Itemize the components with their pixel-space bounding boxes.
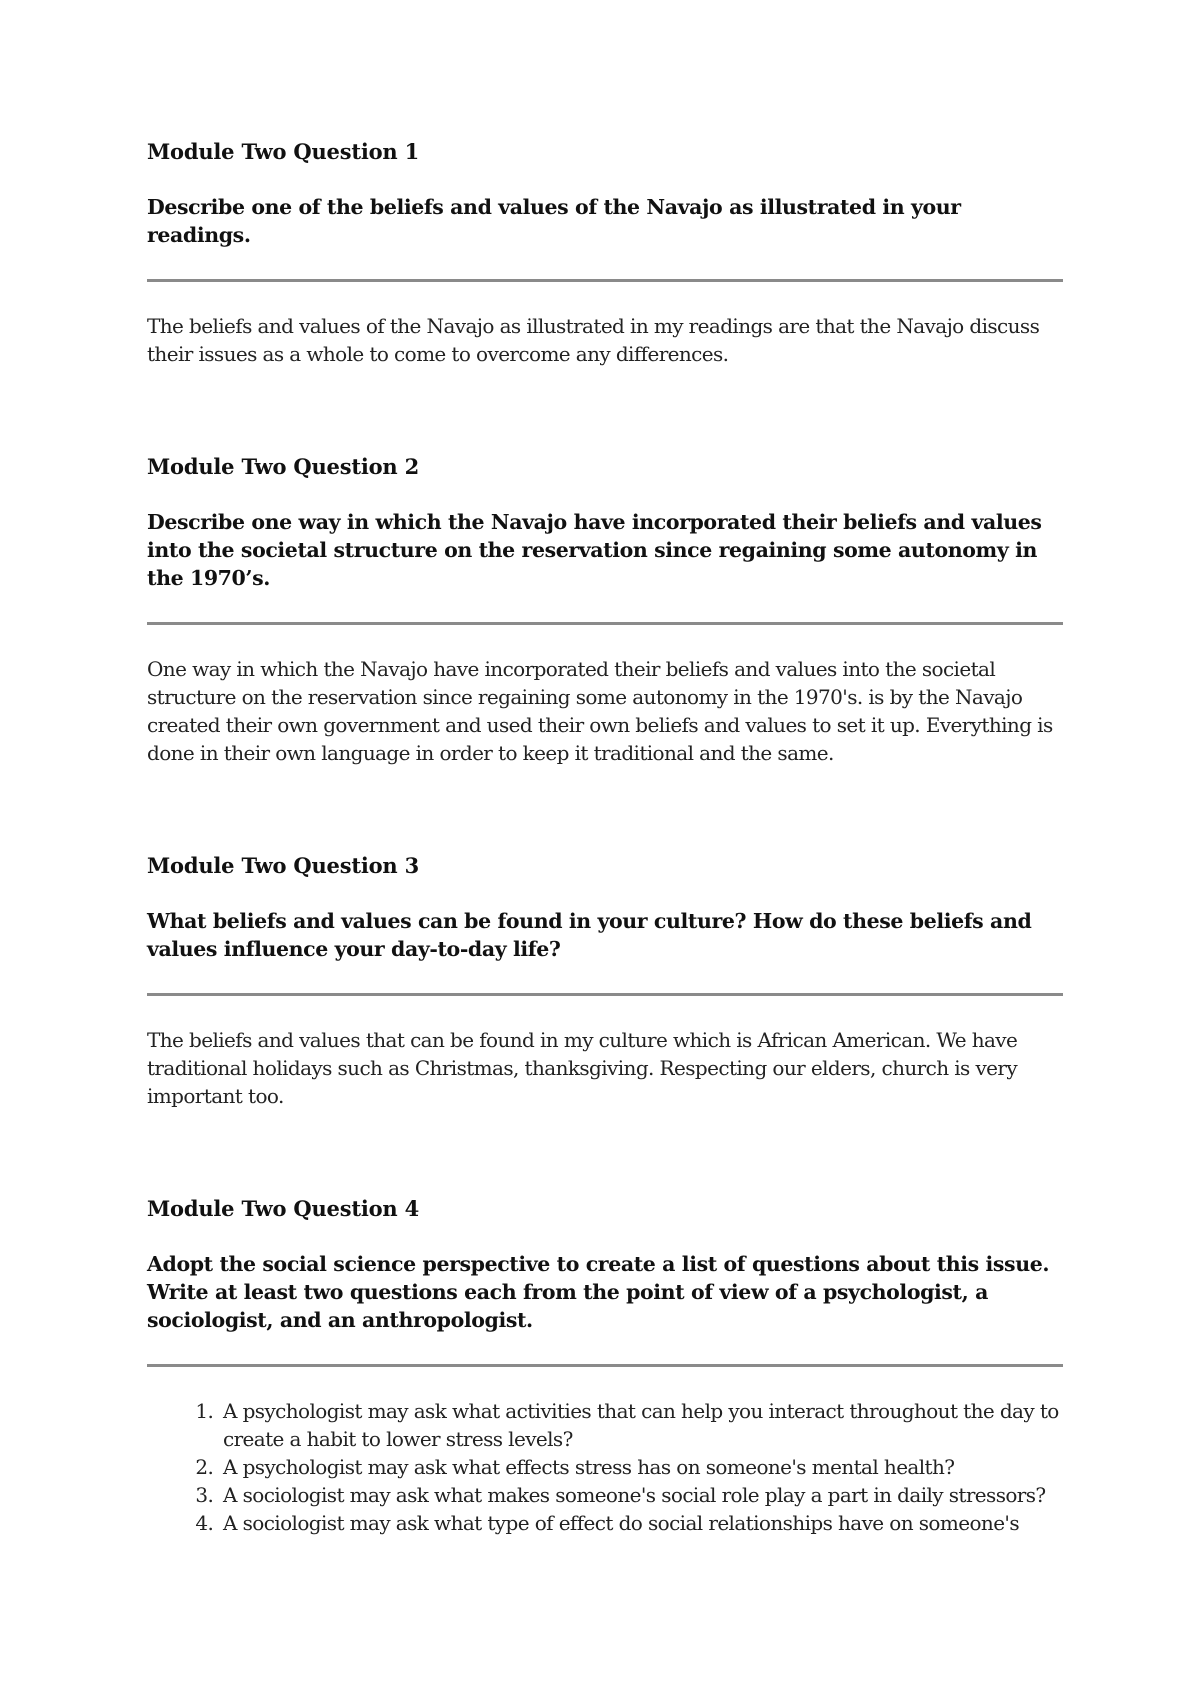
answer-text: One way in which the Navajo have incorporated their beliefs and values into the societal structure on the reservation since regaining some autonomy in the 1970's. is by the Navajo created their own government and used their own beliefs and values to set it up. Everything is done in their own language in order to keep it traditional and the same. (147, 657, 1053, 765)
list-item: 2. A psychologist may ask what effects stress has on someone's mental health? (219, 1453, 1063, 1481)
horizontal-rule (147, 279, 1063, 282)
horizontal-rule (147, 622, 1063, 625)
question-section-1 (147, 138, 1063, 368)
horizontal-rule (147, 993, 1063, 996)
horizontal-rule (147, 1364, 1063, 1367)
module-title: Module Two Question 3 (147, 853, 419, 878)
module-title: Module Two Question 2 (147, 454, 419, 479)
answer-list (147, 1397, 1063, 1537)
answer-text: The beliefs and values of the Navajo as illustrated in my readings are that the Navajo discuss their issues as a whole to come to overcome any differences. (147, 314, 1040, 366)
question-section-4 (147, 1195, 1063, 1537)
list-item: 1. A psychologist may ask what activities that can help you interact throughout the day to create a habit to lower stress levels? (219, 1397, 1063, 1453)
question-section-2 (147, 453, 1063, 767)
list-item: 4. A sociologist may ask what type of effect do social relationships have on someone's (219, 1509, 1063, 1537)
question-prompt: What beliefs and values can be found in your culture? How do these beliefs and values influence your day-to-day life? (147, 909, 1032, 961)
question-prompt: Adopt the social science perspective to create a list of questions about this issue. Write at least two questions each from the point of view of a psychologist, a sociologist, and an anthropologist. (147, 1252, 1050, 1332)
module-title: Module Two Question 1 (147, 139, 419, 164)
list-item: 3. A sociologist may ask what makes someone's social role play a part in daily stressors? (219, 1481, 1063, 1509)
question-prompt: Describe one way in which the Navajo have incorporated their beliefs and values into the societal structure on the reservation since regaining some autonomy in the 1970’s. (147, 510, 1042, 590)
question-prompt: Describe one of the beliefs and values of the Navajo as illustrated in your readings. (147, 195, 961, 247)
document-page (147, 138, 1063, 1537)
answer-text: The beliefs and values that can be found in my culture which is African American. We have traditional holidays such as Christmas, thanksgiving. Respecting our elders, church is very important too. (147, 1028, 1018, 1108)
module-title: Module Two Question 4 (147, 1196, 419, 1221)
question-section-3 (147, 852, 1063, 1110)
